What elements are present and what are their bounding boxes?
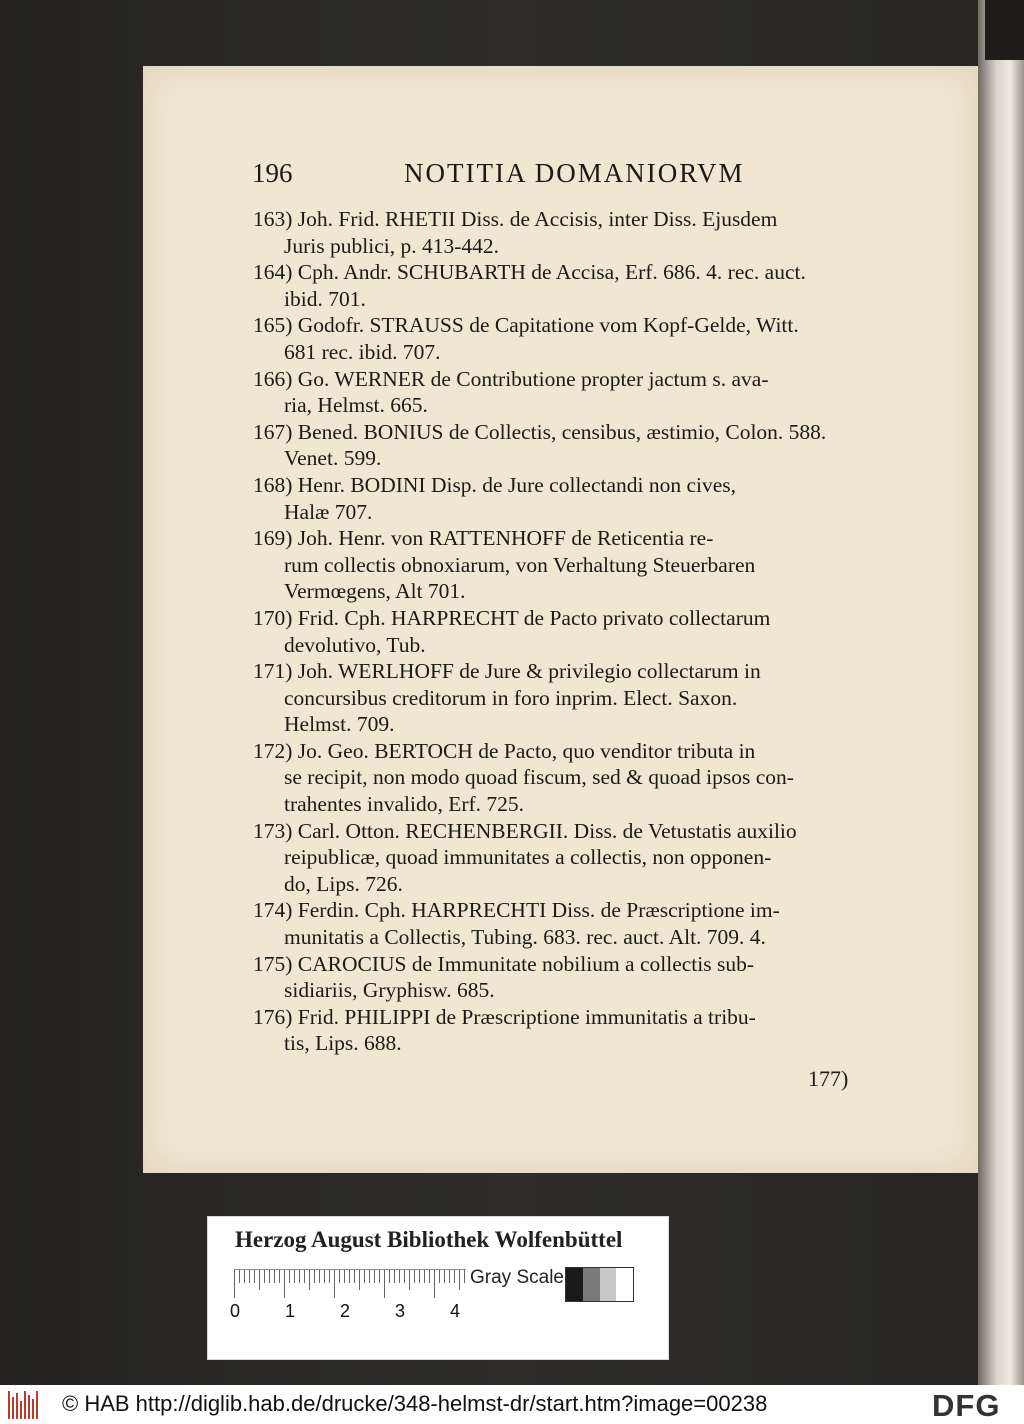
entry-continuation-line: devolutivo, Tub.	[284, 632, 426, 657]
dfg-logo: DFG	[932, 1388, 1001, 1423]
entry-continuation-line: 681 rec. ibid. 707.	[284, 339, 441, 364]
ruler-tick	[339, 1270, 340, 1283]
ruler-tick	[334, 1270, 335, 1298]
entry-continuation-line: ibid. 701.	[284, 286, 366, 311]
entry-first-line: 167) Bened. BONIUS de Collectis, censibus, æstimio, Colon. 588.	[253, 419, 827, 444]
gray-swatch-cell	[600, 1268, 617, 1301]
bibliography-entry	[253, 658, 858, 738]
entry-first-line: 164) Cph. Andr. SCHUBARTH de Accisa, Erf. 686. 4. rec. auct.	[253, 260, 806, 285]
running-title: NOTITIA DOMANIORVM	[404, 158, 745, 188]
entry-continuation-line: reipublicæ, quoad immunitates a collectis, non opponen-	[284, 845, 772, 870]
ruler-tick	[344, 1270, 345, 1283]
hab-logo-icon	[8, 1391, 46, 1419]
entry-first-line: 168) Henr. BODINI Disp. de Jure collectandi non cives,	[253, 472, 737, 497]
ruler-number: 2	[340, 1301, 351, 1321]
entry-continuation-line: Helmst. 709.	[284, 712, 395, 737]
entry-continuation-line: se recipit, non modo quoad fiscum, sed & quoad ipsos con-	[284, 765, 794, 790]
bibliography-entry	[253, 419, 858, 472]
ruler-tick	[239, 1270, 240, 1283]
ruler-tick	[279, 1270, 280, 1283]
ruler-number: 4	[450, 1301, 461, 1321]
entry-continuation-line: trahentes invalido, Erf. 725.	[284, 792, 525, 817]
running-head	[252, 158, 772, 194]
entry-continuation-line: Vermœgens, Alt 701.	[284, 579, 466, 604]
bibliography-entry	[253, 472, 858, 525]
ruler-tick	[269, 1270, 270, 1283]
bibliography-list	[253, 206, 858, 1057]
ruler-tick	[294, 1270, 295, 1283]
ruler-tick	[384, 1270, 385, 1298]
entry-continuation-line: Halæ 707.	[284, 499, 373, 524]
ruler-tick	[309, 1270, 310, 1290]
ruler-tick	[439, 1270, 440, 1283]
entry-continuation-line: tis, Lips. 688.	[284, 1031, 402, 1056]
bibliography-entry	[253, 738, 858, 818]
library-name: Herzog August Bibliothek Wolfenbüttel	[235, 1227, 623, 1252]
page-number: 196	[252, 158, 293, 188]
ruler-tick	[349, 1270, 350, 1283]
ruler-tick	[404, 1270, 405, 1283]
gray-swatch-cell	[566, 1268, 583, 1301]
entry-first-line: 166) Go. WERNER de Contributione propter jactum s. ava-	[253, 366, 769, 391]
entry-continuation-line: ria, Helmst. 665.	[284, 393, 428, 418]
ruler-number: 0	[230, 1301, 241, 1321]
ruler-tick	[364, 1270, 365, 1283]
ruler-tick	[419, 1270, 420, 1283]
entry-continuation-line: sidiariis, Gryphisw. 685.	[284, 978, 495, 1003]
ruler-tick	[394, 1270, 395, 1283]
entry-first-line: 170) Frid. Cph. HARPRECHT de Pacto privato collectarum	[253, 605, 771, 630]
entry-continuation-line: munitatis a Collectis, Tubing. 683. rec. auct. Alt. 709. 4.	[284, 925, 766, 950]
entry-first-line: 163) Joh. Frid. RHETII Diss. de Accisis, inter Diss. Ejusdem	[253, 207, 778, 231]
entry-first-line: 174) Ferdin. Cph. HARPRECHTI Diss. de Præscriptione im-	[253, 898, 780, 923]
ruler-tick	[284, 1270, 285, 1298]
copyright-credit: © HAB http://diglib.hab.de/drucke/348-helmst-dr/start.htm?image=00238	[62, 1391, 768, 1416]
book-edge-shadow	[985, 0, 1024, 60]
logo-bar	[24, 1391, 26, 1419]
ruler-tick	[314, 1270, 315, 1283]
ruler-tick	[329, 1270, 330, 1283]
logo-bar	[32, 1399, 34, 1419]
gray-scale-swatch	[565, 1267, 634, 1302]
entry-first-line: 175) CAROCIUS de Immunitate nobilium a collectis sub-	[253, 951, 755, 976]
ruler-tick	[434, 1270, 435, 1298]
bibliography-entry	[253, 525, 858, 605]
ruler-tick	[454, 1270, 455, 1283]
bibliography-entry	[253, 366, 858, 419]
ruler-tick	[244, 1270, 245, 1283]
ruler-tick	[264, 1270, 265, 1283]
ruler-number: 1	[285, 1301, 296, 1321]
bibliography-entry	[253, 818, 858, 898]
logo-bar	[8, 1391, 10, 1419]
logo-bar	[28, 1395, 30, 1419]
logo-bar	[36, 1391, 38, 1419]
bibliography-entry	[253, 259, 858, 312]
entry-continuation-line: Venet. 599.	[284, 446, 382, 471]
ruler-tick	[324, 1270, 325, 1283]
ruler-tick	[429, 1270, 430, 1283]
entry-continuation-line: Juris publici, p. 413-442.	[284, 233, 499, 258]
ruler-tick	[409, 1270, 410, 1290]
ruler-tick	[304, 1270, 305, 1283]
ruler-tick	[379, 1270, 380, 1283]
logo-bar	[20, 1401, 22, 1419]
book-edge	[978, 0, 1024, 1385]
ruler-tick	[289, 1270, 290, 1283]
entry-continuation-line: rum collectis obnoxiarum, von Verhaltung Steuerbaren	[284, 552, 756, 577]
entry-first-line: 172) Jo. Geo. BERTOCH de Pacto, quo venditor tributa in	[253, 738, 756, 763]
color-reference-card	[207, 1216, 669, 1360]
ruler-tick	[464, 1270, 465, 1283]
ruler-tick	[374, 1270, 375, 1283]
ruler-tick	[319, 1270, 320, 1283]
bibliography-entry	[253, 1004, 858, 1057]
entry-continuation-line: do, Lips. 726.	[284, 871, 403, 896]
ruler-tick	[259, 1270, 260, 1290]
ruler-tick	[414, 1270, 415, 1283]
gray-swatch-cell	[583, 1268, 600, 1301]
ruler-tick	[299, 1270, 300, 1283]
footer-bar	[0, 1385, 1024, 1424]
bibliography-entry	[253, 951, 858, 1004]
ruler-tick	[449, 1270, 450, 1283]
ruler-tick	[359, 1270, 360, 1290]
measurement-ruler	[234, 1269, 466, 1302]
ruler-tick	[249, 1270, 250, 1283]
entry-continuation-line: concursibus creditorum in foro inprim. Elect. Saxon.	[284, 685, 738, 710]
ruler-tick	[254, 1270, 255, 1283]
ruler-tick	[399, 1270, 400, 1283]
bibliography-entry	[253, 312, 858, 365]
catchword: 177)	[808, 1066, 849, 1091]
bibliography-entry	[253, 206, 858, 259]
ruler-tick	[354, 1270, 355, 1283]
ruler-tick	[459, 1270, 460, 1290]
ruler-tick	[444, 1270, 445, 1283]
ruler-tick	[424, 1270, 425, 1283]
bibliography-entry	[253, 605, 858, 658]
logo-bar	[12, 1397, 14, 1419]
logo-bar	[16, 1393, 18, 1419]
gray-swatch-cell	[616, 1268, 633, 1301]
ruler-tick	[389, 1270, 390, 1283]
gray-scale-label: Gray Scale	[470, 1267, 564, 1288]
bibliography-entry	[253, 897, 858, 950]
entry-first-line: 165) Godofr. STRAUSS de Capitatione vom Kopf-Gelde, Witt.	[253, 313, 799, 338]
entry-first-line: 171) Joh. WERLHOFF de Jure & privilegio collectarum in	[253, 659, 761, 684]
ruler-number: 3	[395, 1301, 406, 1321]
ruler-tick	[369, 1270, 370, 1283]
ruler-tick	[274, 1270, 275, 1283]
entry-first-line: 173) Carl. Otton. RECHENBERGII. Diss. de Vetustatis auxilio	[253, 818, 797, 843]
entry-first-line: 176) Frid. PHILIPPI de Præscriptione immunitatis a tribu-	[253, 1004, 756, 1029]
entry-first-line: 169) Joh. Henr. von RATTENHOFF de Reticentia re-	[253, 526, 714, 551]
ruler-tick	[234, 1270, 235, 1298]
